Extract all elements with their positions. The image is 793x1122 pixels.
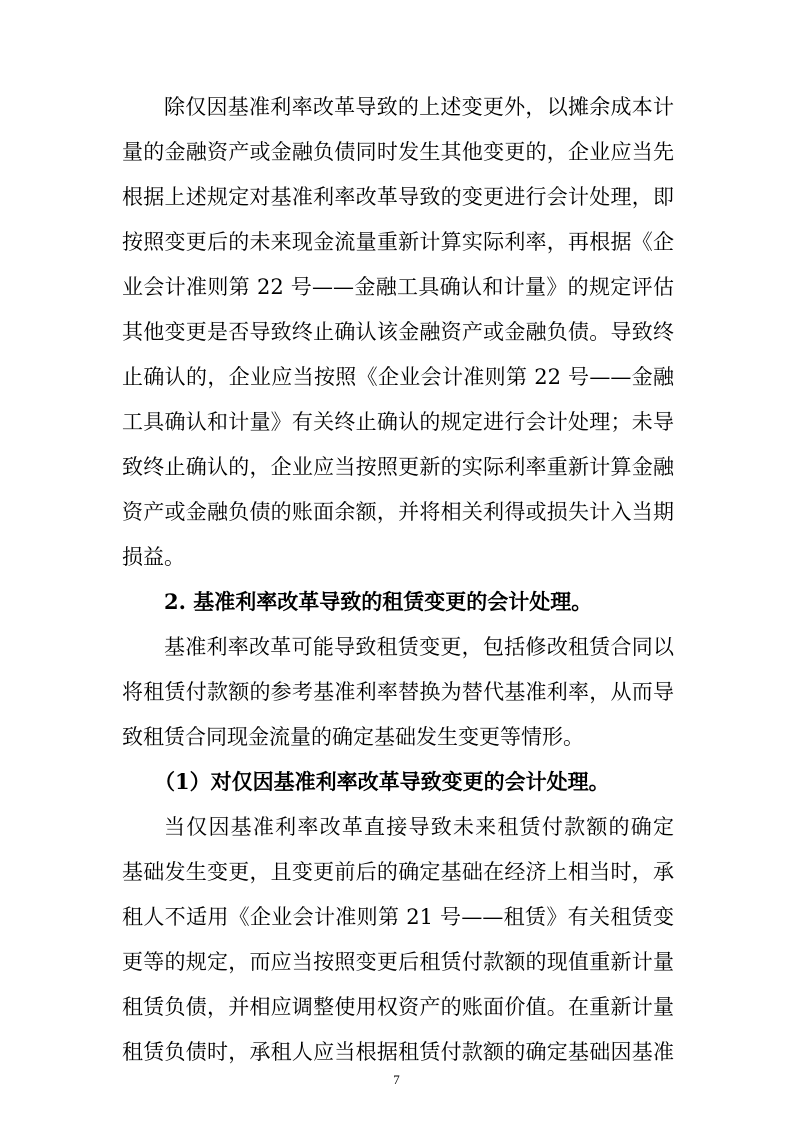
paragraph-1-line-11: 损益。: [122, 545, 185, 569]
paragraph-1-line-4: 按照变更后的未来现金流量重新计算实际利率，再根据《企: [122, 230, 674, 254]
paragraph-3-line-1: 当仅因基准利率改革直接导致未来租赁付款额的确定: [164, 815, 674, 839]
paragraph-3-line-6: 租赁负债时，承租人应当根据租赁付款额的确定基础因基准: [122, 1040, 674, 1064]
paragraph-1-line-3: 根据上述规定对基准利率改革导致的变更进行会计处理，即: [122, 185, 674, 209]
paragraph-1-line-6: 其他变更是否导致终止确认该金融资产或金融负债。导致终: [122, 320, 674, 344]
section-heading-2: 2. 基准利率改革导致的租赁变更的会计处理。: [164, 589, 593, 614]
paragraph-3-line-3: 租人不适用《企业会计准则第 21 号——租赁》有关租赁变: [122, 905, 674, 929]
paragraph-2-line-3: 致租赁合同现金流量的确定基础发生变更等情形。: [122, 725, 584, 749]
paragraph-1-line-8: 工具确认和计量》有关终止确认的规定进行会计处理；未导: [122, 410, 674, 434]
paragraph-1-line-5: 业会计准则第 22 号——金融工具确认和计量》的规定评估: [122, 275, 674, 299]
paragraph-1-line-1: 除仅因基准利率改革导致的上述变更外，以摊余成本计: [164, 95, 674, 119]
page-number: 7: [393, 1072, 400, 1087]
paragraph-2-line-1: 基准利率改革可能导致租赁变更，包括修改租赁合同以: [164, 635, 674, 659]
paragraph-1-line-9: 致终止确认的，企业应当按照更新的实际利率重新计算金融: [122, 455, 674, 479]
subsection-heading-1: （1）对仅因基准利率改革导致变更的会计处理。: [154, 769, 610, 794]
paragraph-1-line-7: 止确认的，企业应当按照《企业会计准则第 22 号——金融: [122, 365, 674, 389]
paragraph-3-line-4: 更等的规定，而应当按照变更后租赁付款额的现值重新计量: [122, 950, 674, 974]
paragraph-3-line-5: 租赁负债，并相应调整使用权资产的账面价值。在重新计量: [122, 995, 674, 1019]
paragraph-1-line-2: 量的金融资产或金融负债同时发生其他变更的，企业应当先: [122, 140, 674, 164]
paragraph-2-line-2: 将租赁付款额的参考基准利率替换为替代基准利率，从而导: [122, 680, 674, 704]
paragraph-1-line-10: 资产或金融负债的账面余额，并将相关利得或损失计入当期: [122, 500, 674, 524]
paragraph-3-line-2: 基础发生变更，且变更前后的确定基础在经济上相当时，承: [122, 860, 674, 884]
